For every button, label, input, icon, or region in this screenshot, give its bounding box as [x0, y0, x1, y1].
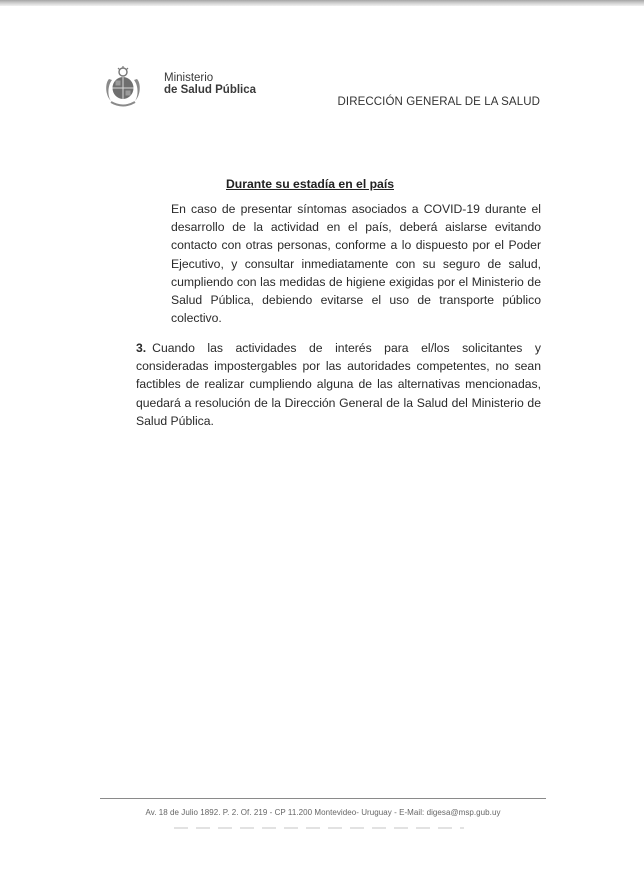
ministry-name-line2: de Salud Pública — [164, 84, 257, 96]
ministry-name — [164, 72, 256, 96]
paragraph-symptoms: En caso de presentar síntomas asociados a COVID-19 durante el desarrollo de la actividad en el país, deberá aislarse evitando contacto con otras personas, conforme a lo dispuesto por el Poder Ejecutivo, y consultar inmediatamente con su seguro de salud, cumpliendo con las medidas de higiene exigidas por el Ministerio de Salud Pública, debiendo evitarse el uso de transporte público colectivo. — [171, 202, 541, 326]
footer-address: Av. 18 de Julio 1892. P. 2. Of. 219 - CP 11.200 Montevideo- Uruguay - E-Mail: digesa@msp.gub.uy — [145, 808, 501, 817]
section-title: Durante su estadía en el país — [226, 177, 394, 191]
footer-faded-line — [174, 827, 464, 829]
item-number: 3. — [136, 341, 147, 355]
ministry-name-line1: Ministerio — [164, 72, 214, 84]
department-heading: DIRECCIÓN GENERAL DE LA SALUD — [337, 96, 540, 108]
scan-edge-shadow — [0, 0, 644, 6]
footer-divider — [100, 798, 546, 799]
coat-of-arms-icon — [103, 65, 143, 109]
item-text: Cuando las actividades de interés para el/los solicitantes y consideradas impostergables por las autoridades competentes, no sean factibles de realizar cumpliendo alguna de las alternativas mencionadas, quedará a resolución de la Dirección General de la Salud del Ministerio de Salud Pública. — [136, 341, 541, 428]
paragraph-item-3 — [136, 339, 541, 430]
